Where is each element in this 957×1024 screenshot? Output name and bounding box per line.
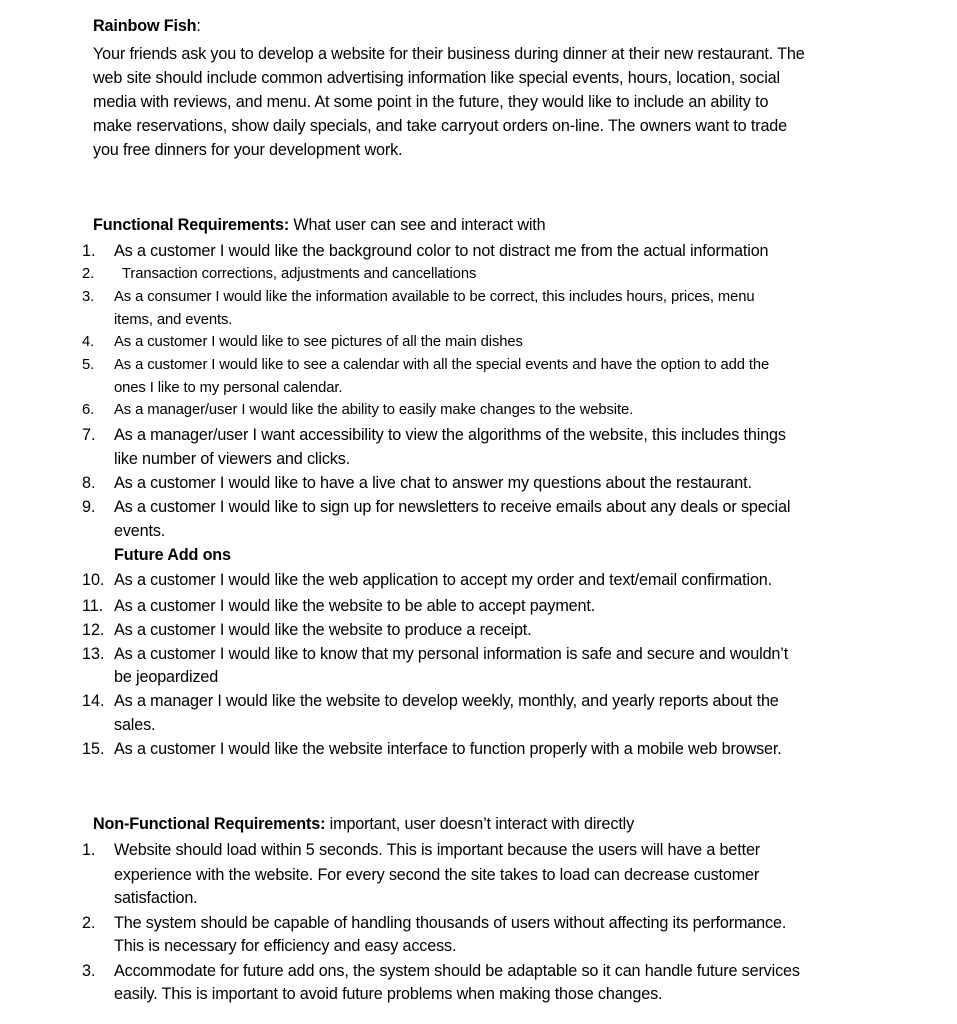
document-title (93, 16, 201, 36)
list-item: Accommodate for future add ons, the system should be adaptable so it can handle future services (114, 962, 800, 980)
intro-line: make reservations, show daily specials, and take carryout orders on-line. The owners want to trade (93, 117, 788, 135)
list-number: 14. (82, 692, 105, 710)
list-number: 5. (82, 357, 95, 373)
list-item: As a customer I would like to have a live chat to answer my questions about the restaurant. (114, 474, 752, 492)
list-number: 12. (82, 621, 105, 639)
non-functional-heading (93, 814, 634, 834)
list-item-continuation: like number of viewers and clicks. (114, 450, 351, 468)
list-number: 15. (82, 740, 105, 758)
list-item-continuation: This is necessary for efficiency and easy access. (114, 937, 457, 955)
intro-line: Your friends ask you to develop a website for their business during dinner at their new restaurant. The (93, 45, 805, 63)
list-item: As a customer I would like the web application to accept my order and text/email confirmation. (114, 571, 773, 589)
list-item: Transaction corrections, adjustments and cancellations (122, 266, 477, 282)
list-number: 3. (82, 289, 95, 305)
list-item-continuation: experience with the website. For every second the site takes to load can decrease customer (114, 866, 760, 884)
title-text: Rainbow Fish (93, 17, 197, 35)
list-item: The system should be capable of handling thousands of users without affecting its performance. (114, 914, 787, 932)
list-item: As a customer I would like the website interface to function properly with a mobile web browser. (114, 740, 782, 758)
list-item: As a manager/user I would like the ability to easily make changes to the website. (114, 402, 634, 418)
list-number: 13. (82, 645, 105, 663)
title-colon: : (196, 17, 201, 35)
list-number: 2. (82, 266, 95, 282)
list-item-continuation: ones I like to my personal calendar. (114, 380, 343, 396)
list-number: 1. (82, 841, 96, 859)
list-item: As a customer I would like to see a calendar with all the special events and have the option to add the (114, 357, 770, 373)
list-item: As a manager/user I want accessibility to view the algorithms of the website, this includes things (114, 426, 786, 444)
list-item: As a manager I would like the website to develop weekly, monthly, and yearly reports about the (114, 692, 779, 710)
functional-heading (93, 215, 546, 235)
list-number: 10. (82, 571, 105, 589)
list-item-continuation: sales. (114, 716, 156, 734)
list-number: 9. (82, 498, 96, 516)
list-number: 8. (82, 474, 96, 492)
future-addons-heading: Future Add ons (114, 546, 231, 564)
list-number: 3. (82, 962, 96, 980)
list-number: 11. (82, 597, 104, 615)
list-item: As a customer I would like the website to produce a receipt. (114, 621, 532, 639)
list-item-continuation: easily. This is important to avoid future problems when making those changes. (114, 985, 663, 1003)
list-item-continuation: items, and events. (114, 312, 233, 328)
list-item-continuation: be jeopardized (114, 668, 219, 686)
list-item: Website should load within 5 seconds. This is important because the users will have a better (114, 841, 761, 859)
list-number: 2. (82, 914, 96, 932)
list-item-continuation: satisfaction. (114, 889, 198, 907)
list-number: 6. (82, 402, 95, 418)
list-item: As a consumer I would like the information available to be correct, this includes hours, prices, menu (114, 289, 755, 305)
non-functional-heading-subtitle: important, user doesn’t interact with directly (325, 815, 635, 833)
list-item: As a customer I would like to see pictures of all the main dishes (114, 334, 523, 350)
list-item: As a customer I would like the website to be able to accept payment. (114, 597, 596, 615)
list-item: As a customer I would like to sign up for newsletters to receive emails about any deals or special (114, 498, 791, 516)
functional-heading-subtitle: What user can see and interact with (289, 216, 546, 234)
intro-line: web site should include common advertising information like special events, hours, location, social (93, 69, 780, 87)
list-number: 7. (82, 426, 96, 444)
functional-heading-label: Functional Requirements: (93, 216, 290, 234)
list-number: 4. (82, 334, 95, 350)
list-number: 1. (82, 242, 96, 260)
intro-line: media with reviews, and menu. At some point in the future, they would like to include an ability to (93, 93, 769, 111)
non-functional-heading-label: Non-Functional Requirements: (93, 815, 326, 833)
list-item-continuation: events. (114, 522, 166, 540)
list-item: As a customer I would like the background color to not distract me from the actual information (114, 242, 769, 260)
list-item: As a customer I would like to know that my personal information is safe and secure and wouldn’t (114, 645, 789, 663)
intro-line: you free dinners for your development work. (93, 141, 403, 159)
